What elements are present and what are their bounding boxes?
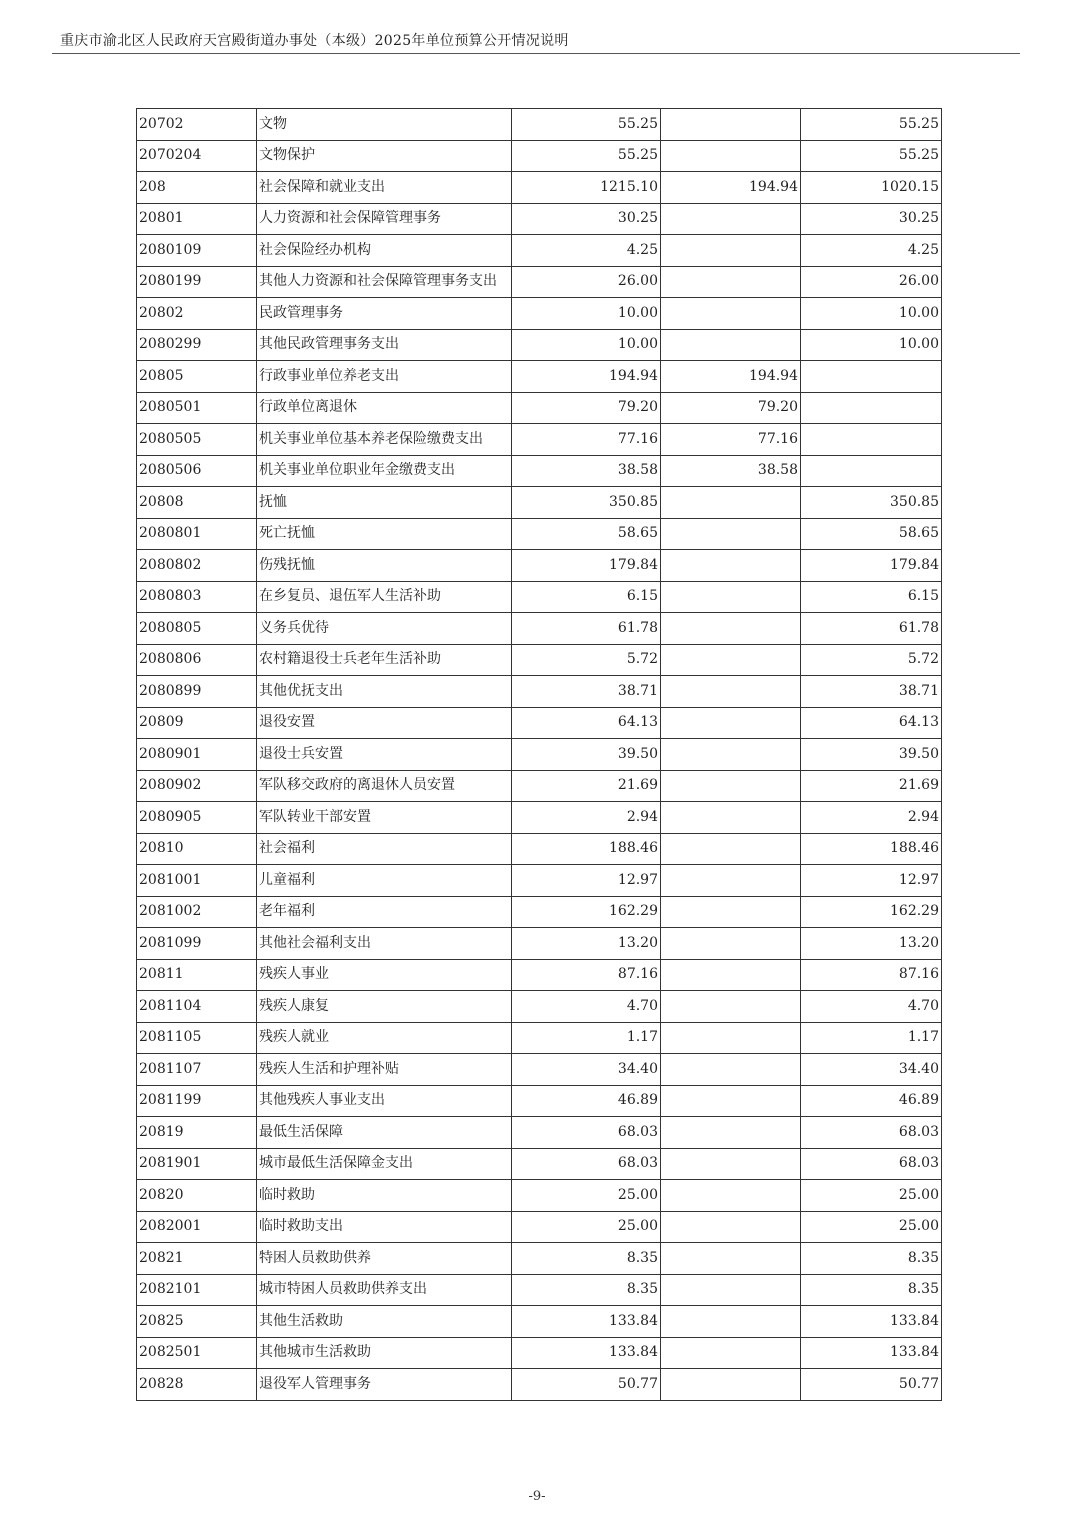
subject-code-cell: 2080501: [137, 392, 257, 424]
total-amount-cell: 2.94: [512, 802, 661, 834]
subject-name-cell: 退役安置: [257, 707, 512, 739]
subject-name-cell: 老年福利: [257, 896, 512, 928]
basic-expenditure-cell: [661, 109, 801, 141]
total-amount-cell: 5.72: [512, 644, 661, 676]
basic-expenditure-cell: [661, 928, 801, 960]
total-amount-cell: 4.70: [512, 991, 661, 1023]
basic-expenditure-cell: [661, 770, 801, 802]
project-expenditure-cell: 39.50: [801, 739, 942, 771]
subject-code-cell: 2082101: [137, 1274, 257, 1306]
project-expenditure-cell: 162.29: [801, 896, 942, 928]
subject-code-cell: 2080902: [137, 770, 257, 802]
total-amount-cell: 34.40: [512, 1054, 661, 1086]
subject-code-cell: 20702: [137, 109, 257, 141]
basic-expenditure-cell: [661, 644, 801, 676]
basic-expenditure-cell: [661, 581, 801, 613]
subject-name-cell: 军队转业干部安置: [257, 802, 512, 834]
basic-expenditure-cell: 79.20: [661, 392, 801, 424]
total-amount-cell: 8.35: [512, 1243, 661, 1275]
basic-expenditure-cell: [661, 487, 801, 519]
basic-expenditure-cell: [661, 298, 801, 330]
subject-code-cell: 2080802: [137, 550, 257, 582]
project-expenditure-cell: 10.00: [801, 329, 942, 361]
subject-name-cell: 特困人员救助供养: [257, 1243, 512, 1275]
subject-name-cell: 残疾人就业: [257, 1022, 512, 1054]
subject-name-cell: 农村籍退役士兵老年生活补助: [257, 644, 512, 676]
subject-name-cell: 在乡复员、退伍军人生活补助: [257, 581, 512, 613]
basic-expenditure-cell: [661, 833, 801, 865]
subject-code-cell: 2081099: [137, 928, 257, 960]
total-amount-cell: 77.16: [512, 424, 661, 456]
subject-name-cell: 城市特困人员救助供养支出: [257, 1274, 512, 1306]
project-expenditure-cell: 4.25: [801, 235, 942, 267]
project-expenditure-cell: 10.00: [801, 298, 942, 330]
table-row: [137, 959, 942, 991]
subject-code-cell: 2081105: [137, 1022, 257, 1054]
project-expenditure-cell: 87.16: [801, 959, 942, 991]
subject-code-cell: 2081199: [137, 1085, 257, 1117]
total-amount-cell: 12.97: [512, 865, 661, 897]
subject-code-cell: 20808: [137, 487, 257, 519]
subject-name-cell: 民政管理事务: [257, 298, 512, 330]
total-amount-cell: 133.84: [512, 1337, 661, 1369]
project-expenditure-cell: 55.25: [801, 140, 942, 172]
subject-name-cell: 社会保障和就业支出: [257, 172, 512, 204]
subject-code-cell: 2081107: [137, 1054, 257, 1086]
subject-name-cell: 残疾人生活和护理补贴: [257, 1054, 512, 1086]
table-row: [137, 1085, 942, 1117]
total-amount-cell: 162.29: [512, 896, 661, 928]
subject-name-cell: 文物保护: [257, 140, 512, 172]
basic-expenditure-cell: [661, 676, 801, 708]
subject-code-cell: 2080805: [137, 613, 257, 645]
total-amount-cell: 6.15: [512, 581, 661, 613]
subject-code-cell: 208: [137, 172, 257, 204]
total-amount-cell: 50.77: [512, 1369, 661, 1401]
table-row: [137, 487, 942, 519]
subject-code-cell: 2080803: [137, 581, 257, 613]
table-row: [137, 172, 942, 204]
subject-name-cell: 义务兵优待: [257, 613, 512, 645]
project-expenditure-cell: [801, 424, 942, 456]
table-row: [137, 644, 942, 676]
total-amount-cell: 350.85: [512, 487, 661, 519]
table-row: [137, 1022, 942, 1054]
total-amount-cell: 25.00: [512, 1180, 661, 1212]
subject-code-cell: 20802: [137, 298, 257, 330]
total-amount-cell: 61.78: [512, 613, 661, 645]
project-expenditure-cell: 34.40: [801, 1054, 942, 1086]
total-amount-cell: 133.84: [512, 1306, 661, 1338]
basic-expenditure-cell: [661, 1243, 801, 1275]
total-amount-cell: 188.46: [512, 833, 661, 865]
project-expenditure-cell: 13.20: [801, 928, 942, 960]
project-expenditure-cell: 38.71: [801, 676, 942, 708]
total-amount-cell: 4.25: [512, 235, 661, 267]
basic-expenditure-cell: 194.94: [661, 361, 801, 393]
total-amount-cell: 1.17: [512, 1022, 661, 1054]
subject-code-cell: 20820: [137, 1180, 257, 1212]
subject-name-cell: 临时救助: [257, 1180, 512, 1212]
table-row: [137, 1369, 942, 1401]
total-amount-cell: 25.00: [512, 1211, 661, 1243]
project-expenditure-cell: 1.17: [801, 1022, 942, 1054]
project-expenditure-cell: 30.25: [801, 203, 942, 235]
total-amount-cell: 55.25: [512, 140, 661, 172]
table-row: [137, 928, 942, 960]
basic-expenditure-cell: 194.94: [661, 172, 801, 204]
subject-code-cell: 20811: [137, 959, 257, 991]
project-expenditure-cell: 25.00: [801, 1211, 942, 1243]
basic-expenditure-cell: 77.16: [661, 424, 801, 456]
table-row: [137, 865, 942, 897]
subject-name-cell: 其他人力资源和社会保障管理事务支出: [257, 266, 512, 298]
subject-code-cell: 2080899: [137, 676, 257, 708]
total-amount-cell: 10.00: [512, 329, 661, 361]
basic-expenditure-cell: [661, 1054, 801, 1086]
table-row: [137, 1243, 942, 1275]
subject-code-cell: 2080901: [137, 739, 257, 771]
basic-expenditure-cell: [661, 518, 801, 550]
table-row: [137, 455, 942, 487]
project-expenditure-cell: [801, 361, 942, 393]
project-expenditure-cell: [801, 455, 942, 487]
subject-name-cell: 行政事业单位养老支出: [257, 361, 512, 393]
subject-code-cell: 2080806: [137, 644, 257, 676]
subject-name-cell: 其他社会福利支出: [257, 928, 512, 960]
subject-code-cell: 2081002: [137, 896, 257, 928]
subject-name-cell: 社会保险经办机构: [257, 235, 512, 267]
total-amount-cell: 39.50: [512, 739, 661, 771]
table-row: [137, 896, 942, 928]
table-row: [137, 361, 942, 393]
basic-expenditure-cell: 38.58: [661, 455, 801, 487]
basic-expenditure-cell: [661, 1148, 801, 1180]
table-row: [137, 109, 942, 141]
table-row: [137, 1337, 942, 1369]
project-expenditure-cell: 350.85: [801, 487, 942, 519]
total-amount-cell: 13.20: [512, 928, 661, 960]
project-expenditure-cell: 133.84: [801, 1306, 942, 1338]
project-expenditure-cell: 21.69: [801, 770, 942, 802]
subject-code-cell: 2070204: [137, 140, 257, 172]
basic-expenditure-cell: [661, 1117, 801, 1149]
subject-code-cell: 2080505: [137, 424, 257, 456]
basic-expenditure-cell: [661, 739, 801, 771]
table-row: [137, 1211, 942, 1243]
table-body: [137, 109, 942, 1401]
budget-expenditure-table: [136, 108, 942, 1401]
subject-code-cell: 2081901: [137, 1148, 257, 1180]
table-row: [137, 140, 942, 172]
subject-name-cell: 死亡抚恤: [257, 518, 512, 550]
subject-name-cell: 残疾人事业: [257, 959, 512, 991]
subject-name-cell: 军队移交政府的离退休人员安置: [257, 770, 512, 802]
table-row: [137, 581, 942, 613]
basic-expenditure-cell: [661, 959, 801, 991]
subject-name-cell: 其他民政管理事务支出: [257, 329, 512, 361]
project-expenditure-cell: 6.15: [801, 581, 942, 613]
table-row: [137, 1274, 942, 1306]
basic-expenditure-cell: [661, 1022, 801, 1054]
total-amount-cell: 58.65: [512, 518, 661, 550]
total-amount-cell: 79.20: [512, 392, 661, 424]
subject-code-cell: 2080506: [137, 455, 257, 487]
total-amount-cell: 87.16: [512, 959, 661, 991]
subject-name-cell: 机关事业单位基本养老保险缴费支出: [257, 424, 512, 456]
project-expenditure-cell: 58.65: [801, 518, 942, 550]
subject-name-cell: 人力资源和社会保障管理事务: [257, 203, 512, 235]
total-amount-cell: 68.03: [512, 1117, 661, 1149]
project-expenditure-cell: [801, 392, 942, 424]
subject-name-cell: 其他优抚支出: [257, 676, 512, 708]
subject-code-cell: 20810: [137, 833, 257, 865]
subject-code-cell: 2082001: [137, 1211, 257, 1243]
table-row: [137, 707, 942, 739]
subject-name-cell: 退役军人管理事务: [257, 1369, 512, 1401]
project-expenditure-cell: 1020.15: [801, 172, 942, 204]
subject-name-cell: 城市最低生活保障金支出: [257, 1148, 512, 1180]
subject-name-cell: 临时救助支出: [257, 1211, 512, 1243]
project-expenditure-cell: 188.46: [801, 833, 942, 865]
subject-code-cell: 2080905: [137, 802, 257, 834]
basic-expenditure-cell: [661, 1180, 801, 1212]
basic-expenditure-cell: [661, 707, 801, 739]
table-row: [137, 676, 942, 708]
total-amount-cell: 26.00: [512, 266, 661, 298]
subject-name-cell: 伤残抚恤: [257, 550, 512, 582]
page-number: -9-: [528, 1489, 546, 1504]
total-amount-cell: 21.69: [512, 770, 661, 802]
table-row: [137, 833, 942, 865]
project-expenditure-cell: 12.97: [801, 865, 942, 897]
project-expenditure-cell: 26.00: [801, 266, 942, 298]
subject-code-cell: 20801: [137, 203, 257, 235]
basic-expenditure-cell: [661, 1369, 801, 1401]
table-row: [137, 739, 942, 771]
project-expenditure-cell: 50.77: [801, 1369, 942, 1401]
total-amount-cell: 10.00: [512, 298, 661, 330]
subject-code-cell: 20828: [137, 1369, 257, 1401]
table-row: [137, 770, 942, 802]
project-expenditure-cell: 2.94: [801, 802, 942, 834]
subject-code-cell: 20819: [137, 1117, 257, 1149]
subject-code-cell: 2081001: [137, 865, 257, 897]
table-row: [137, 235, 942, 267]
total-amount-cell: 179.84: [512, 550, 661, 582]
project-expenditure-cell: 8.35: [801, 1274, 942, 1306]
subject-code-cell: 2080299: [137, 329, 257, 361]
project-expenditure-cell: 4.70: [801, 991, 942, 1023]
project-expenditure-cell: 8.35: [801, 1243, 942, 1275]
basic-expenditure-cell: [661, 1337, 801, 1369]
table-row: [137, 1180, 942, 1212]
project-expenditure-cell: 5.72: [801, 644, 942, 676]
subject-name-cell: 退役士兵安置: [257, 739, 512, 771]
table-row: [137, 802, 942, 834]
table-row: [137, 518, 942, 550]
subject-code-cell: 2080199: [137, 266, 257, 298]
table-row: [137, 1054, 942, 1086]
subject-name-cell: 其他残疾人事业支出: [257, 1085, 512, 1117]
basic-expenditure-cell: [661, 1211, 801, 1243]
document-header-title: 重庆市渝北区人民政府天宫殿街道办事处（本级）2025年单位预算公开情况说明: [60, 33, 569, 49]
project-expenditure-cell: 68.03: [801, 1148, 942, 1180]
subject-code-cell: 20805: [137, 361, 257, 393]
table-row: [137, 1148, 942, 1180]
subject-name-cell: 其他生活救助: [257, 1306, 512, 1338]
total-amount-cell: 194.94: [512, 361, 661, 393]
basic-expenditure-cell: [661, 140, 801, 172]
table-row: [137, 613, 942, 645]
project-expenditure-cell: 133.84: [801, 1337, 942, 1369]
basic-expenditure-cell: [661, 235, 801, 267]
basic-expenditure-cell: [661, 613, 801, 645]
total-amount-cell: 68.03: [512, 1148, 661, 1180]
total-amount-cell: 30.25: [512, 203, 661, 235]
subject-name-cell: 文物: [257, 109, 512, 141]
project-expenditure-cell: 68.03: [801, 1117, 942, 1149]
table-row: [137, 991, 942, 1023]
basic-expenditure-cell: [661, 802, 801, 834]
total-amount-cell: 38.71: [512, 676, 661, 708]
project-expenditure-cell: 46.89: [801, 1085, 942, 1117]
subject-name-cell: 残疾人康复: [257, 991, 512, 1023]
subject-code-cell: 2081104: [137, 991, 257, 1023]
project-expenditure-cell: 61.78: [801, 613, 942, 645]
table-row: [137, 392, 942, 424]
basic-expenditure-cell: [661, 266, 801, 298]
subject-name-cell: 机关事业单位职业年金缴费支出: [257, 455, 512, 487]
total-amount-cell: 8.35: [512, 1274, 661, 1306]
table-row: [137, 424, 942, 456]
basic-expenditure-cell: [661, 865, 801, 897]
subject-code-cell: 2082501: [137, 1337, 257, 1369]
basic-expenditure-cell: [661, 896, 801, 928]
subject-code-cell: 20825: [137, 1306, 257, 1338]
table-row: [137, 203, 942, 235]
total-amount-cell: 46.89: [512, 1085, 661, 1117]
subject-name-cell: 其他城市生活救助: [257, 1337, 512, 1369]
total-amount-cell: 38.58: [512, 455, 661, 487]
total-amount-cell: 55.25: [512, 109, 661, 141]
table-row: [137, 266, 942, 298]
subject-name-cell: 最低生活保障: [257, 1117, 512, 1149]
total-amount-cell: 64.13: [512, 707, 661, 739]
subject-name-cell: 儿童福利: [257, 865, 512, 897]
basic-expenditure-cell: [661, 1306, 801, 1338]
basic-expenditure-cell: [661, 991, 801, 1023]
basic-expenditure-cell: [661, 550, 801, 582]
table-row: [137, 1117, 942, 1149]
total-amount-cell: 1215.10: [512, 172, 661, 204]
basic-expenditure-cell: [661, 1085, 801, 1117]
subject-code-cell: 2080801: [137, 518, 257, 550]
table-row: [137, 550, 942, 582]
table-row: [137, 298, 942, 330]
table-row: [137, 329, 942, 361]
subject-name-cell: 社会福利: [257, 833, 512, 865]
header-divider: [52, 53, 1020, 54]
table-row: [137, 1306, 942, 1338]
subject-code-cell: 20821: [137, 1243, 257, 1275]
basic-expenditure-cell: [661, 1274, 801, 1306]
project-expenditure-cell: 25.00: [801, 1180, 942, 1212]
project-expenditure-cell: 64.13: [801, 707, 942, 739]
subject-code-cell: 2080109: [137, 235, 257, 267]
subject-code-cell: 20809: [137, 707, 257, 739]
basic-expenditure-cell: [661, 203, 801, 235]
subject-name-cell: 行政单位离退休: [257, 392, 512, 424]
project-expenditure-cell: 179.84: [801, 550, 942, 582]
project-expenditure-cell: 55.25: [801, 109, 942, 141]
subject-name-cell: 抚恤: [257, 487, 512, 519]
basic-expenditure-cell: [661, 329, 801, 361]
